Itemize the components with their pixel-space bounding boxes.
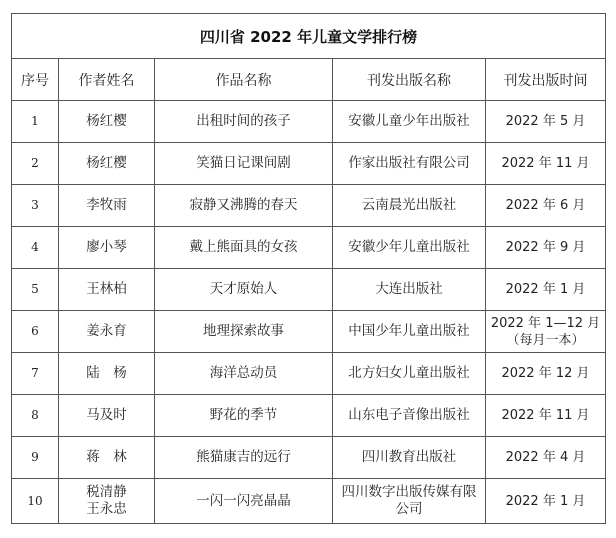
cell-time-line: 2022 年 11 月 [501,156,590,171]
table-row [12,311,606,353]
cell-author-line: 马及时 [86,407,127,423]
cell-publisher [333,479,486,524]
header-row [12,59,606,101]
header-publisher: 刊发出版名称 [333,59,486,101]
cell-author [59,269,155,311]
cell-time [486,143,606,185]
cell-no: 7 [12,353,59,395]
cell-no: 8 [12,395,59,437]
table-row [12,395,606,437]
table-row [12,437,606,479]
cell-no: 2 [12,143,59,185]
cell-time-line: 2022 年 5 月 [505,114,586,129]
cell-work: 戴上熊面具的女孩 [155,227,333,269]
ranking-table-container [11,13,605,524]
cell-time-line: 2022 年 6 月 [505,198,586,213]
table-body [12,101,606,524]
cell-no: 4 [12,227,59,269]
cell-work: 天才原始人 [155,269,333,311]
cell-publisher-line: 山东电子音像出版社 [348,407,470,423]
cell-work: 出租时间的孩子 [155,101,333,143]
cell-time [486,437,606,479]
cell-time-line: 2022 年 4 月 [505,450,586,465]
cell-publisher-line: 安徽少年儿童出版社 [348,239,470,255]
cell-no: 3 [12,185,59,227]
cell-author-line: 王永忠 [86,501,127,517]
header-author: 作者姓名 [59,59,155,101]
table-row [12,269,606,311]
cell-author-line: 陆 杨 [86,365,127,381]
cell-author-line: 杨红樱 [86,113,127,129]
cell-author [59,479,155,524]
cell-time [486,185,606,227]
cell-time [486,479,606,524]
cell-author [59,437,155,479]
cell-author-line: 税清静 [86,484,127,500]
header-work: 作品名称 [155,59,333,101]
table-title: 四川省 2022 年儿童文学排行榜 [12,14,606,59]
cell-time [486,269,606,311]
cell-publisher-line: 安徽儿童少年出版社 [348,113,470,129]
cell-author [59,395,155,437]
cell-time-line: 2022 年 1—12 月 [490,315,601,331]
cell-publisher [333,269,486,311]
ranking-table [11,13,606,524]
cell-publisher [333,143,486,185]
cell-author-line: 廖小琴 [86,239,127,255]
cell-work: 海洋总动员 [155,353,333,395]
table-row [12,479,606,524]
cell-author [59,353,155,395]
cell-author [59,311,155,353]
cell-work: 地理探索故事 [155,311,333,353]
cell-time [486,311,606,353]
cell-author [59,185,155,227]
cell-publisher-line: 公司 [395,501,423,517]
cell-no: 10 [12,479,59,524]
cell-author-line: 杨红樱 [86,155,127,171]
cell-author-line: 李牧雨 [86,197,127,213]
table-row [12,143,606,185]
table-row [12,101,606,143]
table-row [12,185,606,227]
cell-time-line: 2022 年 9 月 [505,240,586,255]
cell-publisher-line: 云南晨光出版社 [361,197,457,213]
cell-work: 野花的季节 [155,395,333,437]
cell-publisher-line: 大连出版社 [375,281,443,297]
cell-work: 熊猫康吉的远行 [155,437,333,479]
header-time: 刊发出版时间 [486,59,606,101]
cell-author [59,143,155,185]
cell-work: 一闪一闪亮晶晶 [155,479,333,524]
cell-author [59,227,155,269]
cell-author [59,101,155,143]
cell-publisher [333,395,486,437]
table-row [12,353,606,395]
cell-time-line: 2022 年 1 月 [505,493,586,509]
cell-publisher [333,101,486,143]
cell-work: 寂静又沸腾的春天 [155,185,333,227]
cell-time [486,227,606,269]
cell-author-line: 蒋 林 [86,449,127,465]
cell-time-line: 2022 年 11 月 [501,408,590,423]
cell-publisher-line: 四川教育出版社 [361,449,457,465]
cell-publisher [333,437,486,479]
cell-publisher [333,311,486,353]
cell-publisher [333,353,486,395]
cell-publisher-line: 中国少年儿童出版社 [348,323,470,339]
cell-publisher-line: 北方妇女儿童出版社 [348,365,470,381]
cell-author-line: 王林柏 [86,281,127,297]
cell-publisher-line: 四川数字出版传媒有限 [341,484,477,500]
cell-time-line: 2022 年 12 月 [501,366,590,381]
cell-time [486,395,606,437]
cell-no: 1 [12,101,59,143]
cell-work: 笑猫日记课间剧 [155,143,333,185]
cell-no: 9 [12,437,59,479]
cell-publisher [333,185,486,227]
cell-time [486,101,606,143]
cell-publisher [333,227,486,269]
cell-no: 5 [12,269,59,311]
cell-time-line: （每月一本） [506,332,585,348]
cell-publisher-line: 作家出版社有限公司 [348,155,470,171]
cell-time [486,353,606,395]
header-no: 序号 [12,59,59,101]
cell-no: 6 [12,311,59,353]
table-row [12,227,606,269]
cell-time-line: 2022 年 1 月 [505,282,586,297]
cell-author-line: 姜永育 [86,323,127,339]
